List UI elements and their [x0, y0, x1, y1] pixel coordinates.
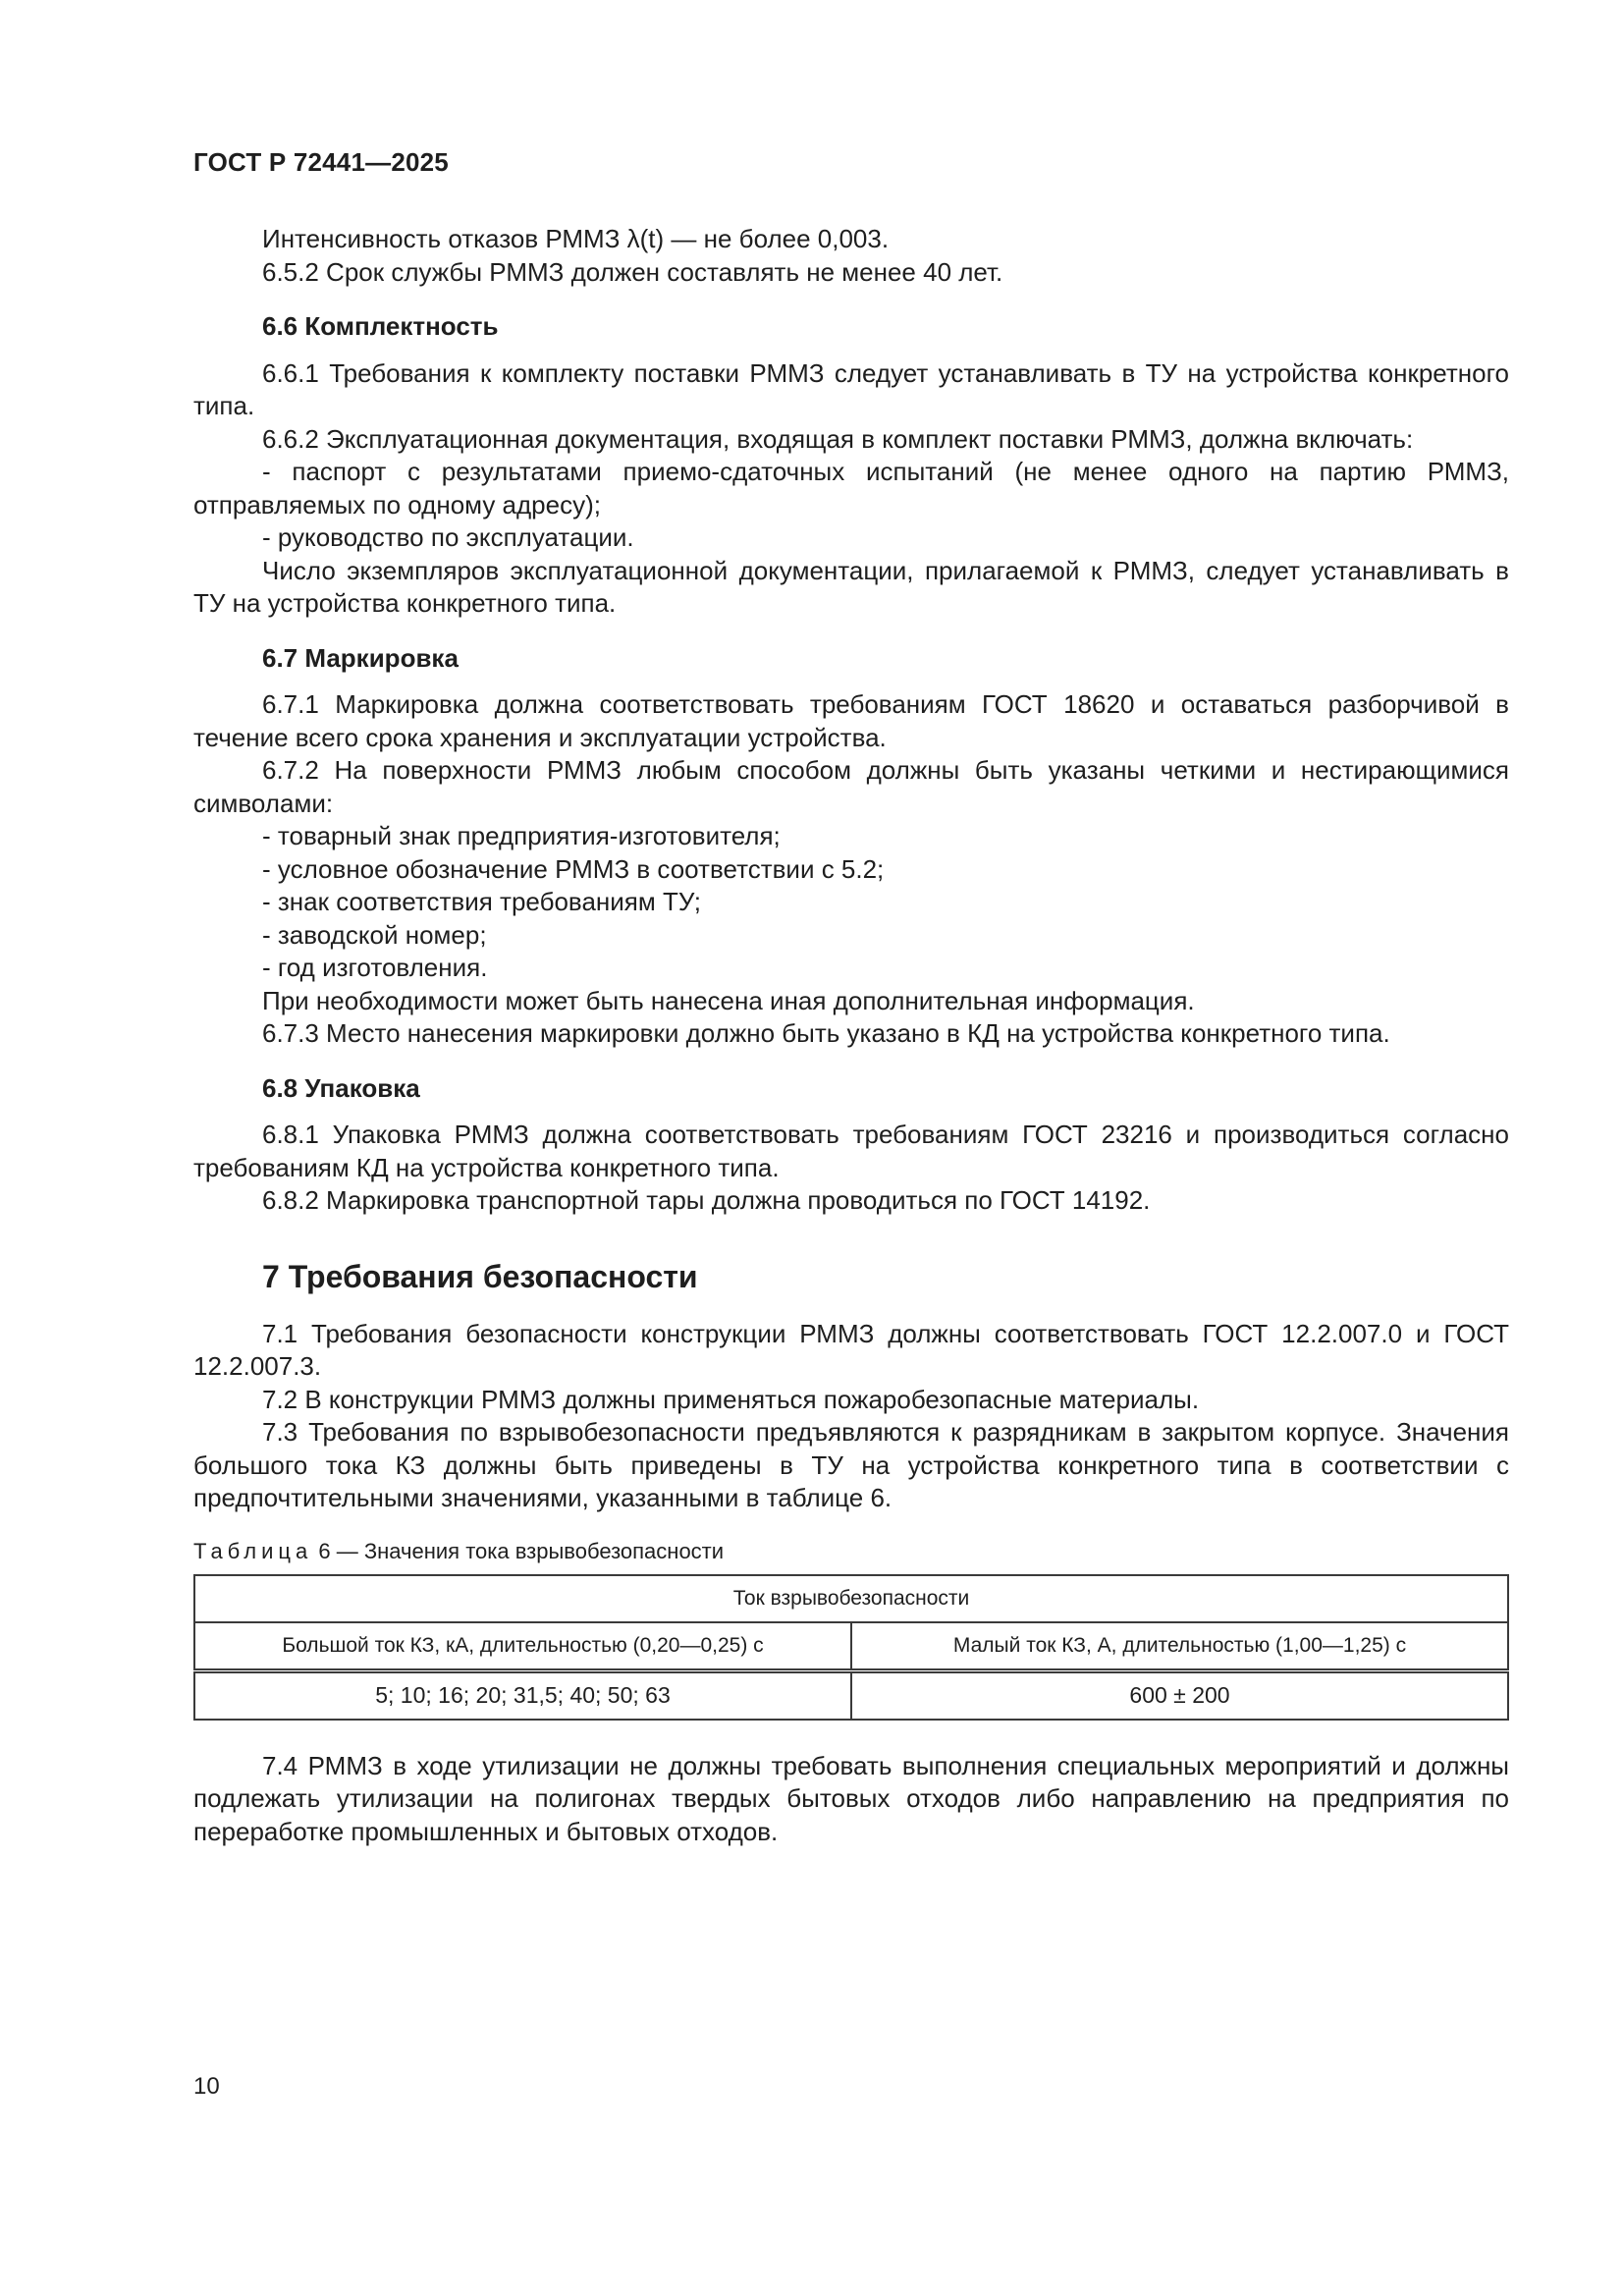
paragraph-6-7-1: 6.7.1 Маркировка должна соответствовать требованиям ГОСТ 18620 и оставаться разборчивой в течение всего срока хранения и эксплуатации устройства.: [193, 689, 1509, 752]
chapter-heading-7: 7 Требования безопасности: [262, 1258, 698, 1294]
table-caption-word: Таблица: [193, 1538, 313, 1563]
table-caption: [193, 1537, 1509, 1566]
table-cell-small-current-value: 600 ± 200: [851, 1670, 1508, 1720]
section-heading-6-8: 6.8 Упаковка: [262, 1072, 420, 1103]
section-heading-6-7: 6.7 Маркировка: [262, 642, 459, 673]
list-item: - заводской номер;: [262, 919, 487, 950]
table-column-header-small-current: Малый ток КЗ, А, длительностью (1,00—1,25) с: [851, 1622, 1508, 1671]
standard-designation: ГОСТ Р 72441—2025: [193, 147, 449, 177]
paragraph-6-8-1: 6.8.1 Упаковка РММЗ должна соответствовать требованиям ГОСТ 23216 и производиться согласно требованиям КД на устройства конкретного типа.: [193, 1120, 1509, 1182]
page-number: 10: [193, 2073, 220, 2100]
paragraph-7-1: 7.1 Требования безопасности конструкции РММЗ должны соответствовать ГОСТ 12.2.007.0 и ГОСТ 12.2.007.3.: [193, 1318, 1509, 1381]
paragraph-6-7-2: 6.7.2 На поверхности РММЗ любым способом должны быть указаны четкими и нестирающимися символами:: [193, 755, 1509, 818]
paragraph-6-7-3: 6.7.3 Место нанесения маркировки должно быть указано в КД на устройства конкретного типа.: [262, 1018, 1390, 1048]
paragraph-6-8-2: 6.8.2 Маркировка транспортной тары должна проводиться по ГОСТ 14192.: [262, 1185, 1151, 1215]
paragraph-failure-rate: Интенсивность отказов РММЗ λ(t) — не более 0,003.: [262, 224, 890, 253]
paragraph-6-6-2: 6.6.2 Эксплуатационная документация, входящая в комплект поставки РММЗ, должна включать:: [262, 423, 1414, 454]
list-item: - паспорт с результатами приемо-сдаточных испытаний (не менее одного на партию РММЗ, отправляемых по одному адресу);: [193, 457, 1509, 519]
section-heading-6-6: 6.6 Комплектность: [262, 311, 499, 341]
table-cell-large-current-values: 5; 10; 16; 20; 31,5; 40; 50; 63: [194, 1670, 851, 1720]
table-caption-title: 6 — Значения тока взрывобезопасности: [312, 1538, 725, 1563]
list-item: - товарный знак предприятия-изготовителя;: [262, 821, 781, 850]
paragraph-doc-copies: Число экземпляров эксплуатационной документации, прилагаемой к РММЗ, следует устанавливать в ТУ на устройства конкретного типа.: [193, 555, 1509, 618]
page-content: [193, 223, 1509, 1848]
explosion-safety-table: [193, 1574, 1509, 1721]
table-column-header-large-current: Большой ток КЗ, кА, длительностью (0,20—0,25) с: [194, 1622, 851, 1671]
paragraph-additional-info: При необходимости может быть нанесена иная дополнительная информация.: [262, 985, 1195, 1015]
list-item: - условное обозначение РММЗ в соответствии с 5.2;: [262, 853, 885, 884]
list-item: - знак соответствия требованиям ТУ;: [262, 887, 702, 916]
paragraph-6-5-2: 6.5.2 Срок службы РММЗ должен составлять не менее 40 лет.: [262, 256, 1003, 287]
list-item: - год изготовления.: [262, 953, 488, 982]
paragraph-7-2: 7.2 В конструкции РММЗ должны применяться пожаробезопасные материалы.: [262, 1384, 1200, 1414]
table-header-main: Ток взрывобезопасности: [194, 1575, 1508, 1622]
paragraph-6-6-1: 6.6.1 Требования к комплекту поставки РММЗ следует устанавливать в ТУ на устройства конкретного типа.: [193, 357, 1509, 420]
list-item: - руководство по эксплуатации.: [262, 522, 634, 552]
paragraph-7-3: 7.3 Требования по взрывобезопасности предъявляются к разрядникам в закрытом корпусе. Значения большого тока КЗ должны быть приведены в ТУ на устройства конкретного типа в соответствии с предпочтительными значениями, указанными в таблице 6.: [193, 1417, 1509, 1512]
document-page: [193, 0, 1509, 2296]
paragraph-7-4: 7.4 РММЗ в ходе утилизации не должны требовать выполнения специальных мероприятий и должны подлежать утилизации на полигонах твердых бытовых отходов либо направлению на предприятия по переработке промышленных и бытовых отходов.: [193, 1750, 1509, 1846]
